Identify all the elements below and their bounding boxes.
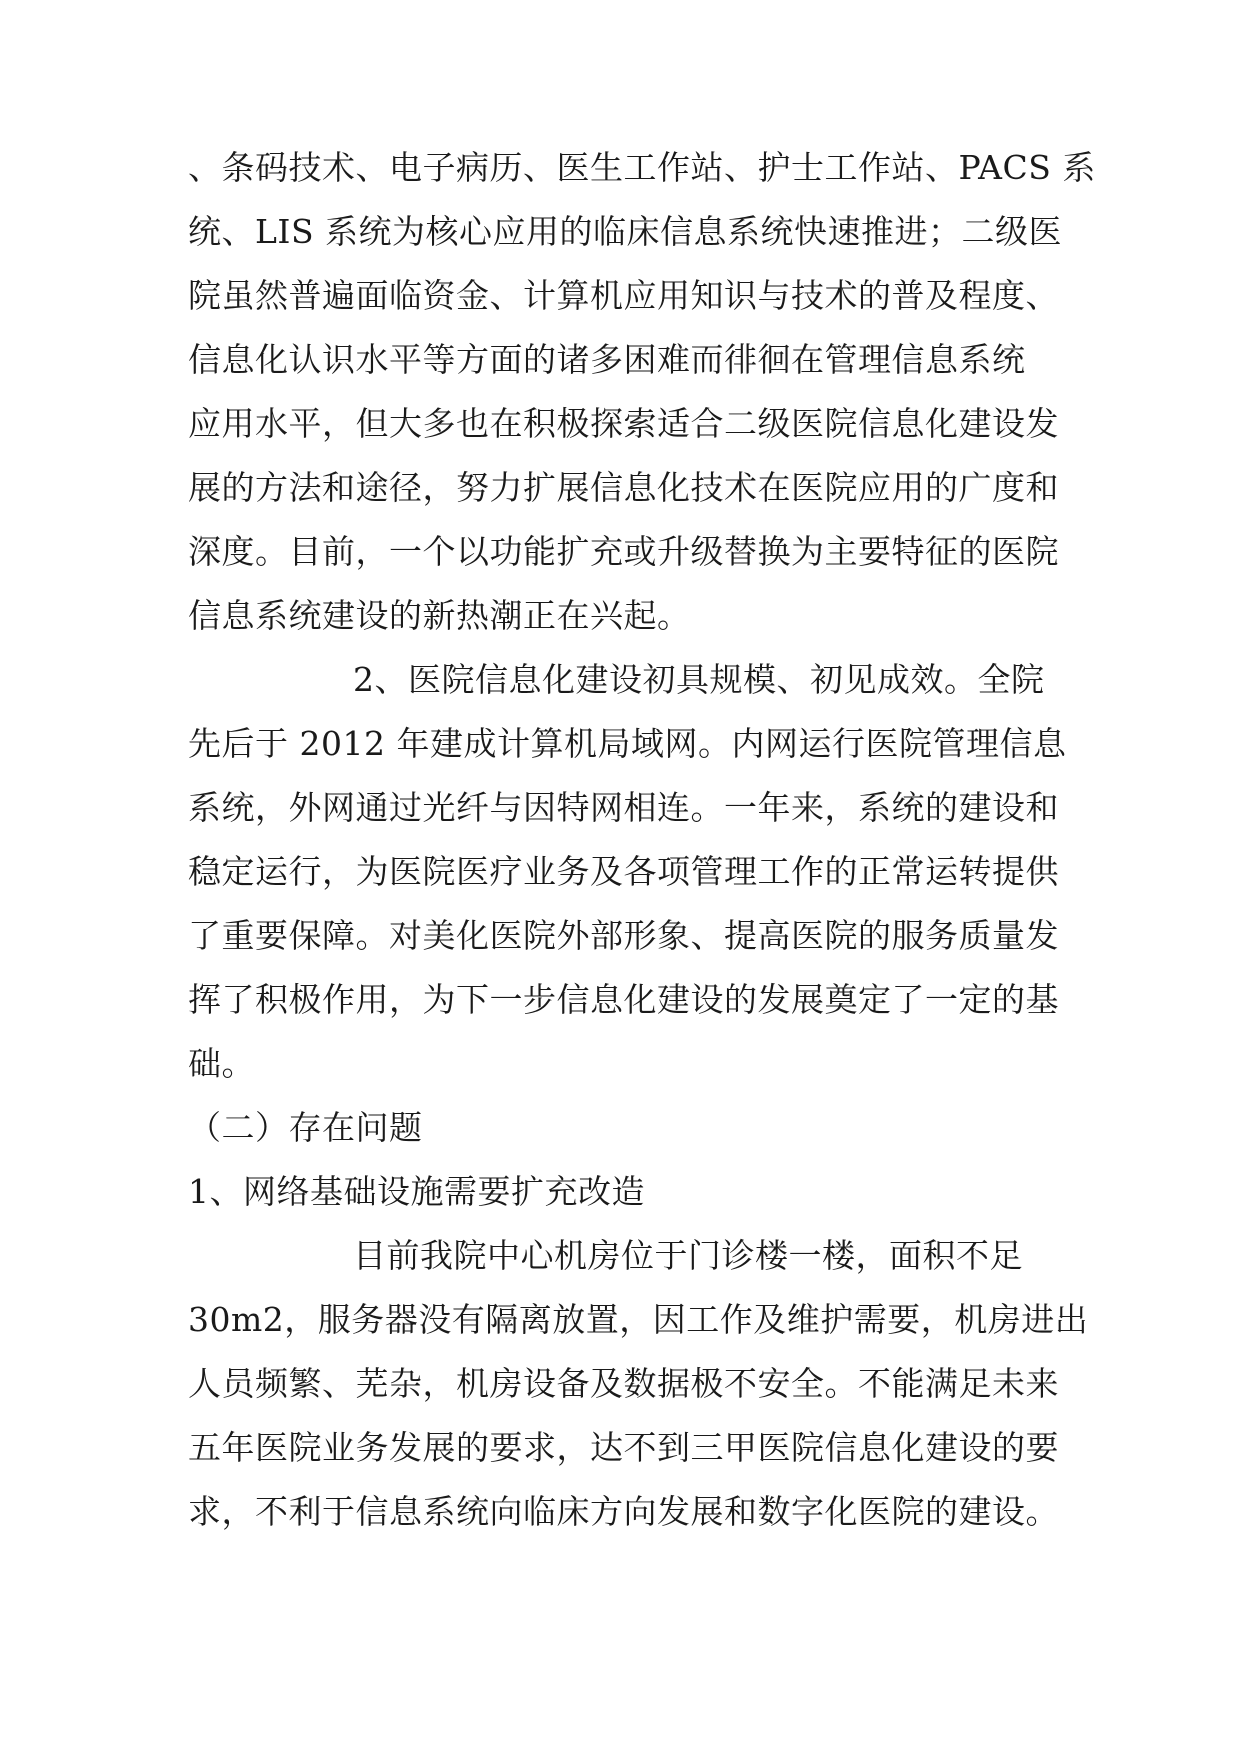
paragraph-3-line-4: 五年医院业务发展的要求，达不到三甲医院信息化建设的要 <box>188 1428 1059 1467</box>
paragraph-2-line-1: 2、医院信息化建设初具规模、初见成效。全院 <box>353 660 1045 699</box>
paragraph-1-line-6: 展的方法和途径，努力扩展信息化技术在医院应用的广度和 <box>188 468 1059 507</box>
item-heading <box>188 1160 1053 1224</box>
paragraph-1-line-4: 信息化认识水平等方面的诸多困难而徘徊在管理信息系统 <box>188 340 1026 379</box>
section-heading <box>188 1096 1053 1160</box>
section-heading-text: （二）存在问题 <box>188 1108 423 1147</box>
paragraph-1-line-7: 深度。目前，一个以功能扩充或升级替换为主要特征的医院 <box>188 532 1059 571</box>
paragraph-1-line-5: 应用水平，但大多也在积极探索适合二级医院信息化建设发 <box>188 404 1059 443</box>
paragraph-3-line-5: 求，不利于信息系统向临床方向发展和数字化医院的建设。 <box>188 1492 1059 1531</box>
paragraph-2-line-3: 系统，外网通过光纤与因特网相连。一年来，系统的建设和 <box>188 788 1059 827</box>
paragraph-2-line-4: 稳定运行，为医院医疗业务及各项管理工作的正常运转提供 <box>188 852 1059 891</box>
paragraph-1-line-1: 、条码技术、电子病历、医生工作站、护士工作站、PACS 系 <box>188 148 1096 187</box>
item-heading-text: 1、网络基础设施需要扩充改造 <box>188 1172 645 1211</box>
paragraph-2-line-5: 了重要保障。对美化医院外部形象、提高医院的服务质量发 <box>188 916 1059 955</box>
paragraph-3 <box>188 1224 1089 1544</box>
paragraph-1-line-2: 统、LIS 系统为核心应用的临床信息系统快速推进；二级医 <box>188 212 1063 251</box>
paragraph-2-line-6: 挥了积极作用，为下一步信息化建设的发展奠定了一定的基 <box>188 980 1059 1019</box>
paragraph-2-line-2: 先后于 2012 年建成计算机局域网。内网运行医院管理信息 <box>188 724 1067 763</box>
paragraph-2-line-7: 础。 <box>188 1044 255 1083</box>
paragraph-1-line-3: 院虽然普遍面临资金、计算机应用知识与技术的普及程度、 <box>188 276 1059 315</box>
paragraph-2 <box>188 648 1067 1096</box>
paragraph-3-line-1: 目前我院中心机房位于门诊楼一楼，面积不足 <box>353 1236 1023 1275</box>
paragraph-3-line-3: 人员频繁、芜杂，机房设备及数据极不安全。不能满足未来 <box>188 1364 1059 1403</box>
paragraph-1-line-8: 信息系统建设的新热潮正在兴起。 <box>188 596 691 635</box>
paragraph-3-line-2: 30m2，服务器没有隔离放置，因工作及维护需要，机房进出 <box>188 1300 1089 1339</box>
paragraph-1 <box>188 136 1096 648</box>
